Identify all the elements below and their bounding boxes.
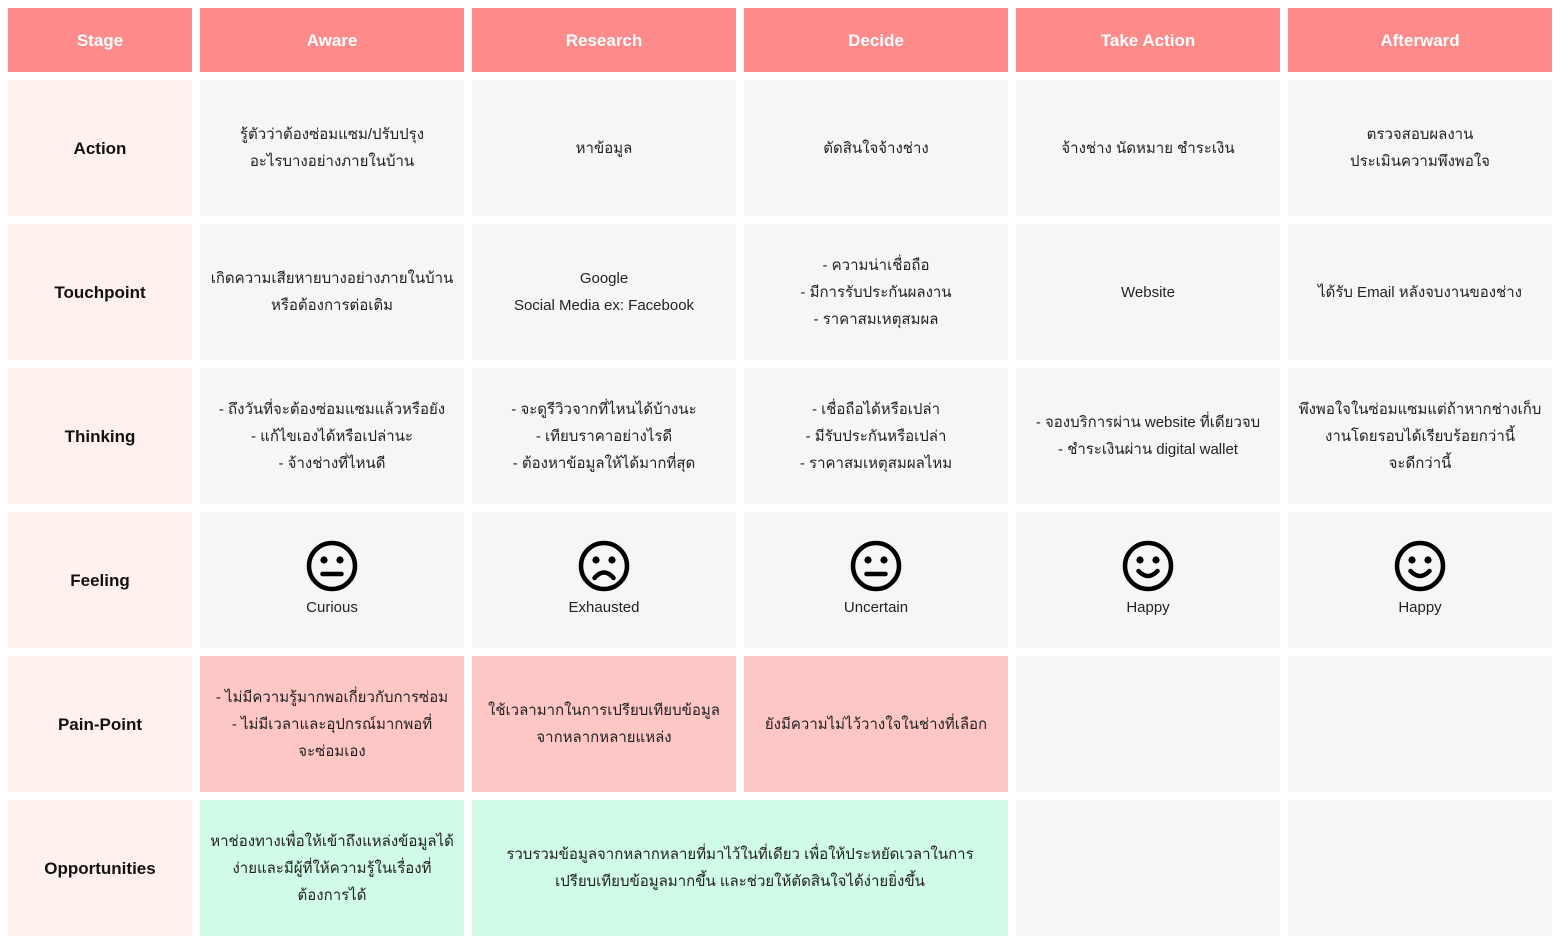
header-aware: Aware [200,8,464,72]
row-label-thinking: Thinking [8,368,192,504]
neutral-face-icon [850,540,902,592]
header-decide: Decide [744,8,1008,72]
mood-label: Uncertain [843,599,909,616]
touchpoint-aware: เกิดความเสียหายบางอย่างภายในบ้าน หรือต้องการต่อเติม [200,224,464,360]
thinking-afterward: พึงพอใจในซ่อมแซมแต่ถ้าหากช่างเก็บ งานโดยรอบได้เรียบร้อยกว่านี้ จะดีกว่านี้ [1288,368,1552,504]
pain-point-aware: - ไม่มีความรู้มากพอเกี่ยวกับการซ่อม - ไม่มีเวลาและอุปกรณ์มากพอที่ จะซ่อมเอง [200,656,464,792]
thinking-research: - จะดูรีวิวจากที่ไหนได้บ้างนะ - เทียบราคาอย่างไรดี - ต้องหาข้อมูลให้ได้มากที่สุด [472,368,736,504]
opportunity-afterward [1288,800,1552,936]
pain-point-afterward [1288,656,1552,792]
neutral-face-icon [306,540,358,592]
thinking-decide: - เชื่อถือได้หรือเปล่า - มีรับประกันหรือเปล่า - ราคาสมเหตุสมผลไหม [744,368,1008,504]
happy-face-icon [1122,540,1174,592]
feeling-aware [200,512,464,648]
header-stage: Stage [8,8,192,72]
thinking-aware: - ถึงวันที่จะต้องซ่อมแซมแล้วหรือยัง - แก้ไขเองได้หรือเปล่านะ - จ้างช่างที่ไหนดี [200,368,464,504]
opportunity-take-action [1016,800,1280,936]
touchpoint-afterward: ได้รับ Email หลังจบงานของช่าง [1288,224,1552,360]
row-label-feeling: Feeling [8,512,192,648]
action-afterward: ตรวจสอบผลงาน ประเมินความพึงพอใจ [1288,80,1552,216]
row-label-pain-point: Pain-Point [8,656,192,792]
mood-label: Exhausted [568,599,640,616]
action-aware: รู้ตัวว่าต้องซ่อมแซม/ปรับปรุง อะไรบางอย่างภายในบ้าน [200,80,464,216]
header-take-action: Take Action [1016,8,1280,72]
feeling-research [472,512,736,648]
opportunity-research-decide: รวบรวมข้อมูลจากหลากหลายที่มาไว้ในที่เดียว เพื่อให้ประหยัดเวลาในการ เปรียบเทียบข้อมูลมากขึ้น และช่วยให้ตัดสินใจได้ง่ายยิ่งขึ้น [472,800,1008,936]
action-research: หาข้อมูล [472,80,736,216]
happy-face-icon [1394,540,1446,592]
feeling-afterward [1288,512,1552,648]
feeling-decide [744,512,1008,648]
mood-label: Happy [1126,599,1170,616]
action-decide: ตัดสินใจจ้างช่าง [744,80,1008,216]
mood-label: Curious [306,599,358,616]
feeling-take-action [1016,512,1280,648]
pain-point-research: ใช้เวลามากในการเปรียบเทียบข้อมูล จากหลากหลายแหล่ง [472,656,736,792]
row-label-touchpoint: Touchpoint [8,224,192,360]
mood-label: Happy [1398,599,1442,616]
touchpoint-research: Google Social Media ex: Facebook [472,224,736,360]
header-afterward: Afterward [1288,8,1552,72]
touchpoint-take-action: Website [1016,224,1280,360]
pain-point-decide: ยังมีความไม่ไว้วางใจในช่างที่เลือก [744,656,1008,792]
thinking-take-action: - จองบริการผ่าน website ที่เดียวจบ - ชำระเงินผ่าน digital wallet [1016,368,1280,504]
sad-face-icon [578,540,630,592]
touchpoint-decide: - ความน่าเชื่อถือ - มีการรับประกันผลงาน - ราคาสมเหตุสมผล [744,224,1008,360]
header-research: Research [472,8,736,72]
pain-point-take-action [1016,656,1280,792]
customer-journey-map [8,8,1552,936]
row-label-opportunities: Opportunities [8,800,192,936]
opportunity-aware: หาช่องทางเพื่อให้เข้าถึงแหล่งข้อมูลได้ ง่ายและมีผู้ที่ให้ความรู้ในเรื่องที่ ต้องการได้ [200,800,464,936]
action-take-action: จ้างช่าง นัดหมาย ชำระเงิน [1016,80,1280,216]
row-label-action: Action [8,80,192,216]
